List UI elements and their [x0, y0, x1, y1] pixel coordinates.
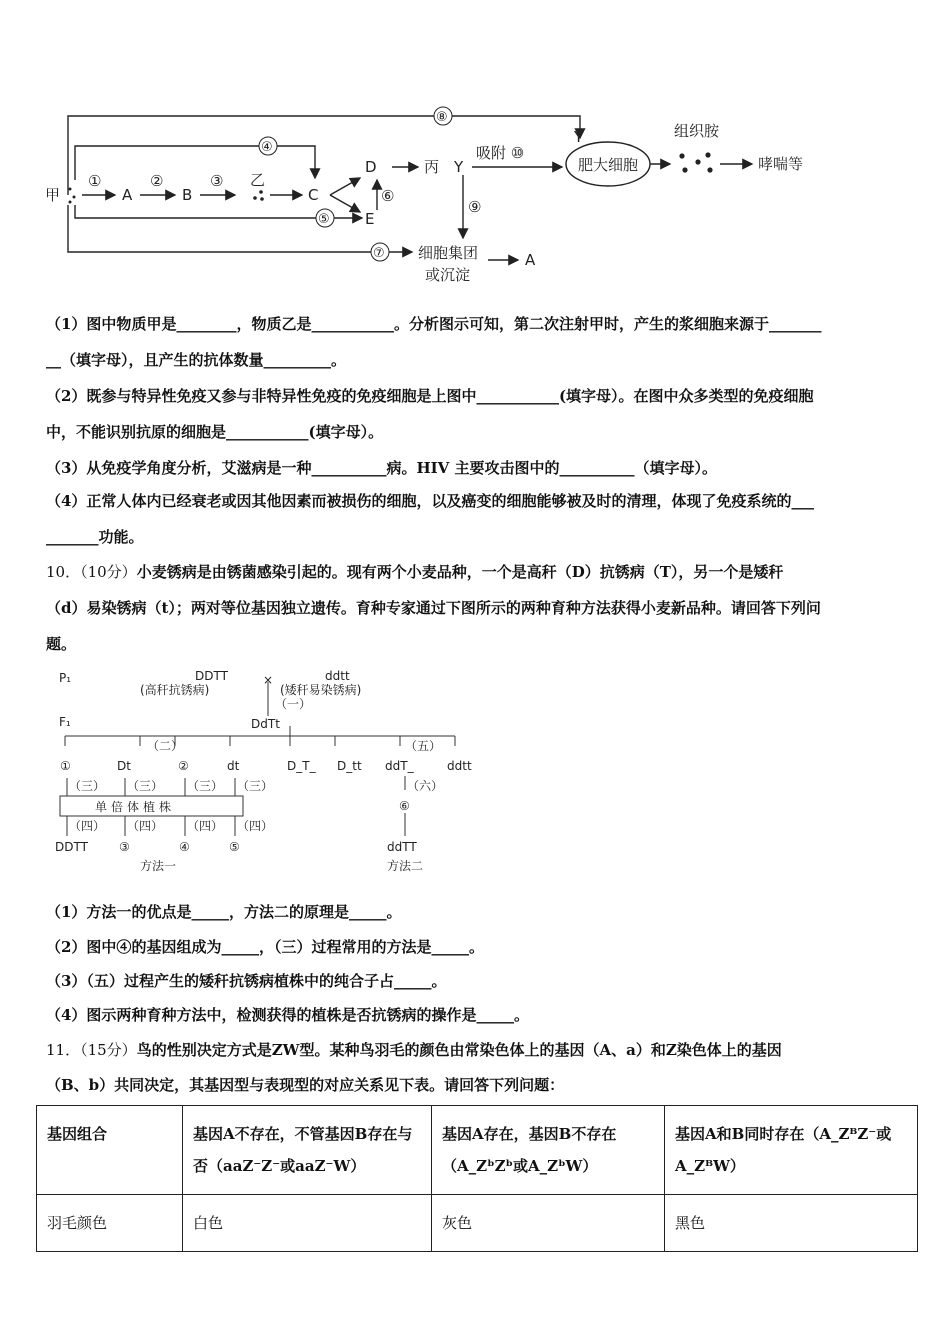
q11-number: 11．（15分） [46, 1041, 137, 1059]
bf-ddtt: ddtt [325, 669, 350, 683]
bf-cross: × [263, 673, 274, 687]
q11-stem-text-1: 鸟的性别决定方式是ZW型。某种鸟羽毛的颜色由常染色体上的基因（A、a）和Z染色体上的基因 [136, 1041, 782, 1059]
label-histamine: 组织胺 [674, 122, 720, 140]
q9-line-5: （3）从免疫学角度分析，艾滋病是一种__________病。HIV 主要攻击图中的__________（填字母）。 [46, 459, 717, 477]
bf-DDTT2: DDTT [55, 840, 88, 854]
table-cell: 羽毛颜色 [37, 1195, 183, 1252]
table-cell: 基因A和B同时存在（A_ZᴮZ⁻或A_ZᴮW） [665, 1106, 918, 1195]
bf-c1: ① [60, 759, 71, 773]
label-adsorb: 吸附 ⑩ [476, 144, 525, 162]
bf-ddT_: ddT_ [385, 759, 414, 773]
label-A: A [122, 186, 133, 204]
antibody-on-cell: Y [574, 128, 584, 146]
table-cell: 白色 [183, 1195, 432, 1252]
q9-line-1: （1）图中物质甲是________，物质乙是___________。分析图示可知，第二次注射甲时，产生的浆细胞来源于_______ [46, 315, 822, 333]
bf-one: （一） [275, 697, 312, 711]
table-cell: 基因A存在，基因B不存在（A_ZᵇZᵇ或A_ZᵇW） [432, 1106, 665, 1195]
table-cell: 基因A不存在，不管基因B存在与否（aaZ⁻Z⁻或aaZ⁻W） [183, 1106, 432, 1195]
label-n9: ⑨ [468, 198, 482, 216]
label-A2: A [525, 251, 536, 269]
q11-stem-2: （B、b）共同决定，其基因型与表现型的对应关系见下表。请回答下列问题： [46, 1076, 565, 1094]
table-cell: 基因组合 [37, 1106, 183, 1195]
antibody-symbol: Y [454, 158, 464, 176]
bf-p1: P₁ [59, 671, 72, 685]
table-cell: 灰色 [432, 1195, 665, 1252]
table-cell: 黑色 [665, 1195, 918, 1252]
label-bing: 丙 [424, 158, 440, 176]
q9-line-2: __（填字母），且产生的抗体数量_________。 [46, 351, 347, 369]
label-cluster2: 或沉淀 [425, 266, 471, 284]
q10-sub-4: （4）图示两种育种方法中，检测获得的植株是否抗锈病的操作是_____。 [46, 1006, 529, 1024]
bf-m2: 方法二 [387, 859, 424, 873]
label-n6: ⑥ [381, 187, 395, 205]
label-B: B [182, 186, 193, 204]
q9-line-4: 中，不能识别抗原的细胞是___________(填字母）。 [46, 423, 384, 441]
label-n4: ④ [261, 140, 273, 155]
label-cluster1: 细胞集团 [418, 244, 479, 262]
bf-three-2: （三） [127, 779, 164, 793]
bf-c5: ⑤ [229, 840, 240, 854]
bf-two: （二） [147, 739, 184, 753]
label-n8: ⑧ [436, 110, 448, 125]
q10-stem-3: 题。 [46, 635, 77, 653]
bf-three-3: （三） [187, 779, 224, 793]
label-C: C [308, 186, 319, 204]
q10-sub-1: （1）方法一的优点是_____，方法二的原理是_____。 [46, 903, 402, 921]
q9-line-7: _______功能。 [46, 528, 144, 546]
q10-stem-2: （d）易染锈病（t）；两对等位基因独立遗传。育种专家通过下图所示的两种育种方法获得小麦新品种。请回答下列问 [46, 599, 821, 617]
bf-haploid: 单倍体植株 [95, 800, 176, 814]
bf-D_tt: D_tt [337, 759, 362, 773]
label-E: E [365, 210, 375, 228]
bf-three-1: （三） [69, 779, 106, 793]
bf-five: （五） [405, 739, 442, 753]
q9-line-6: （4）正常人体内已经衰老或因其他因素而被损伤的细胞，以及癌变的细胞能够被及时的清理，体现了免疫系统的___ [46, 492, 814, 510]
label-n5: ⑤ [318, 212, 330, 227]
bf-six: （六） [407, 779, 444, 793]
immune-diagram [40, 100, 830, 290]
label-yi: 乙 [250, 171, 266, 189]
label-n1: ① [88, 172, 102, 190]
bf-Dt: Dt [117, 759, 131, 773]
bf-ddtt2: ddtt [447, 759, 472, 773]
bf-f1: F₁ [59, 715, 71, 729]
q10-sub-2: （2）图中④的基因组成为_____，（三）过程常用的方法是_____。 [46, 938, 484, 956]
bf-DDTT: DDTT [195, 669, 228, 683]
bf-c3: ③ [119, 840, 130, 854]
bf-four-4: （四） [237, 819, 274, 833]
bf-DdTt: DdTt [251, 717, 280, 731]
bf-c2: ② [178, 759, 189, 773]
label-n7: ⑦ [373, 246, 385, 261]
q10-stem-text-1: 小麦锈病是由锈菌感染引起的。现有两个小麦品种，一个是高秆（D）抗锈病（T），另一个是矮秆 [136, 563, 784, 581]
bf-three-4: （三） [237, 779, 274, 793]
q11-stem-1 [46, 1039, 782, 1060]
bf-dt: dt [227, 759, 240, 773]
label-jia: 甲 [45, 186, 61, 204]
breeding-diagram [55, 668, 485, 878]
q9-line-3: （2）既参与特异性免疫又参与非特异性免疫的免疫细胞是上图中___________(填字母）。在图中众多类型的免疫细胞 [46, 387, 814, 405]
label-n3: ③ [210, 172, 224, 190]
bf-four-2: （四） [127, 819, 164, 833]
bf-ddTT: ddTT [387, 840, 417, 854]
bf-c4: ④ [179, 840, 190, 854]
bf-m1: 方法一 [140, 859, 177, 873]
label-mast-cell: 肥大细胞 [578, 156, 639, 174]
label-asthma: 哮喘等 [758, 155, 804, 173]
bf-D_T_: D_T_ [287, 759, 316, 773]
bf-c6: ⑥ [399, 799, 410, 813]
q10-sub-3: （3）（五）过程产生的矮秆抗锈病植株中的纯合子占_____。 [46, 972, 447, 990]
label-D: D [365, 158, 377, 176]
genotype-table [36, 1105, 918, 1252]
bf-short: (矮秆易染锈病) [280, 683, 362, 697]
table-row [37, 1195, 918, 1252]
q10-number: 10．（10分） [46, 563, 137, 581]
label-n2: ② [150, 172, 164, 190]
bf-four-1: （四） [69, 819, 106, 833]
q10-stem-1 [46, 561, 783, 582]
bf-four-3: （四） [187, 819, 224, 833]
table-row [37, 1106, 918, 1195]
bf-tall: (高秆抗锈病) [140, 683, 210, 697]
